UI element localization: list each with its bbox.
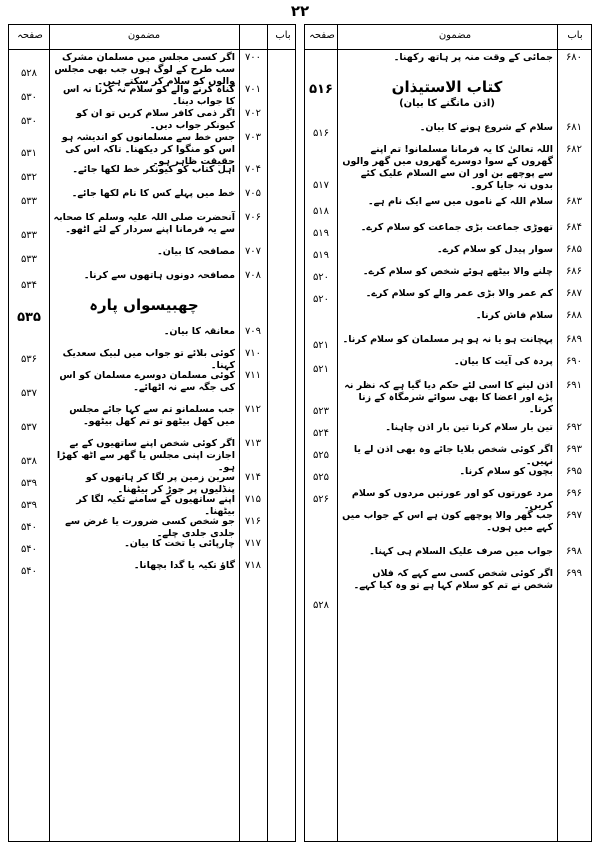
entry-page-number: ۵۲۸ <box>312 600 330 611</box>
entry-subject: تین بار سلام کرنا تین بار اذن چاہنا۔ <box>385 422 553 433</box>
entry-chapter-number: ۶۸۰ <box>565 52 583 63</box>
index-entry-row <box>9 130 295 167</box>
entry-chapter-number: ۷۱۱ <box>244 370 262 381</box>
entry-subject: پردہ کی آیت کا بیان۔ <box>454 356 553 367</box>
entry-chapter-number: ۶۸۵ <box>565 244 583 255</box>
entry-page-number: ۵۲۱ <box>312 340 330 351</box>
entry-chapter-number: ۶۹۶ <box>565 488 583 499</box>
entry-subject: کوئی بلائے تو جواب میں لبیک سعدیک کہنا۔ <box>62 348 235 371</box>
entry-subject: اگر کوئی شخص اپنے ساتھیوں کے بے اجازت اپنی مجلس یا گھر سے اٹھ کھڑا ہو۔ <box>56 438 235 473</box>
index-entry-row <box>9 50 295 87</box>
entry-subject: جب گھر والا پوچھے کون ہے اس کے جواب میں کہے میں ہوں۔ <box>342 510 553 533</box>
entry-page-number: ۵۳۶ <box>20 354 38 365</box>
index-entry-row <box>9 558 295 580</box>
entry-chapter-number: ۷۱۰ <box>244 348 262 359</box>
index-entry-row <box>9 106 295 130</box>
entry-page-number: ۵۴۰ <box>20 544 38 555</box>
entry-page-number: ۵۳۷ <box>20 422 38 433</box>
entry-subject: سوار پیدل کو سلام کرے۔ <box>437 244 553 255</box>
entry-page-number: ۵۲۳ <box>312 406 330 417</box>
index-entry-row <box>9 470 295 495</box>
index-entry-row <box>9 268 295 294</box>
entry-page-number: ۵۳۴ <box>20 280 38 291</box>
index-entry-row <box>9 436 295 473</box>
index-entry-row <box>305 544 591 566</box>
entry-subject: مصافحہ کا بیان۔ <box>157 246 235 257</box>
entry-subject: اگر کوئی شخص کسی سے کہے کہ فلاں شخص نے تم کو سلام کہا ہے تو وہ کیا کہے۔ <box>353 568 553 591</box>
entry-page-number: ۵۲۵ <box>312 472 330 483</box>
entry-page-number: ۵۴۰ <box>20 522 38 533</box>
entry-chapter-number: ۶۸۸ <box>565 310 583 321</box>
column-header-right <box>305 25 591 50</box>
entry-subject: اگر کسی مجلس میں مسلمان مشرک سب طرح کے لوگ ہوں جب بھی مجلس والوں کو سلام کر سکتے ہیں۔ <box>54 52 235 87</box>
index-entry-row <box>305 442 591 467</box>
index-entry-row <box>9 162 295 186</box>
entry-chapter-number: ۶۹۸ <box>565 546 583 557</box>
entry-page-number: ۵۲۰ <box>312 272 330 283</box>
section-subheading-row <box>305 96 591 120</box>
entry-subject: مرد عورتوں کو اور عورتیں مردوں کو سلام کریں۔ <box>351 488 553 511</box>
entry-page-number: ۵۱۶ <box>312 128 330 139</box>
entry-subject: پہچانت ہو یا نہ ہو ہر مسلمان کو سلام کرنا۔ <box>342 334 553 345</box>
entry-chapter-number: ۶۸۴ <box>565 222 583 233</box>
index-entry-row <box>305 142 591 194</box>
entry-subject: اللہ تعالیٰ کا یہ فرمانا مسلمانو! تم اپنے گھروں کے سوا دوسرے گھروں میں گھر والوں سے پوچھے بن اور ان سے السلام علیک کئے بدوں نہ جایا کرو۔ <box>342 144 553 191</box>
entry-chapter-number: ۶۸۷ <box>565 288 583 299</box>
entry-chapter-number: ۶۸۱ <box>565 122 583 133</box>
entry-page-number: ۵۳۰ <box>20 116 38 127</box>
index-entry-row <box>305 242 591 264</box>
entry-subject: اذن لینے کا اسی لئے حکم دیا گیا ہے کہ نظر نہ پڑے اور اعضا کا بھی سوائے شرمگاہ کے زنا کرنا۔ <box>344 380 553 415</box>
entry-chapter-number: ۷۱۳ <box>244 438 262 449</box>
entry-subject: سلام اللہ کے ناموں میں سے ایک نام ہے۔ <box>368 196 553 207</box>
entry-page-number: ۵۳۰ <box>20 92 38 103</box>
index-entry-row <box>305 354 591 378</box>
index-entry-row <box>9 82 295 106</box>
entry-chapter-number: ۷۰۳ <box>244 132 262 143</box>
entry-chapter-number: ۷۰۱ <box>244 84 262 95</box>
section-heading-row <box>9 294 295 324</box>
entry-page-number: ۵۱۶ <box>309 82 333 97</box>
index-entry-row <box>9 402 295 436</box>
entry-page-number: ۵۳۹ <box>20 500 38 511</box>
entry-subject: اپنے ساتھیوں کے سامنے تکیہ لگا کر بیٹھنا۔ <box>76 494 235 517</box>
index-entry-row <box>9 244 295 268</box>
entry-chapter-number: ۷۱۶ <box>244 516 262 527</box>
entry-chapter-number: ۶۹۵ <box>565 466 583 477</box>
entry-subject: سرین زمین پر لگا کر ہاتھوں کو پنڈلیوں پر جوڑ کر بیٹھنا۔ <box>85 472 235 495</box>
entry-subject: اہل کتاب کو کیونکر خط لکھا جائے۔ <box>72 164 235 175</box>
entry-subject: کوئی مسلمان دوسرے مسلمان کو اس کی جگہ سے نہ اٹھائے۔ <box>59 370 235 393</box>
index-entry-row <box>305 50 591 76</box>
index-entry-row <box>305 486 591 511</box>
index-entry-row <box>9 346 295 371</box>
index-entry-row <box>305 378 591 420</box>
entry-subject: (اذن مانگنے کا بیان) <box>399 98 495 109</box>
index-entry-row <box>305 194 591 220</box>
header-subject-label: مضمون <box>438 30 472 41</box>
index-entry-row <box>305 286 591 308</box>
entry-page-number: ۵۳۳ <box>20 254 38 265</box>
entry-subject: گاؤ تکیہ یا گدا بچھانا۔ <box>133 560 235 571</box>
entry-chapter-number: ۷۰۲ <box>244 108 262 119</box>
entry-chapter-number: ۶۹۲ <box>565 422 583 433</box>
entry-page-number: ۵۳۹ <box>20 478 38 489</box>
entry-subject: بچوں کو سلام کرنا۔ <box>459 466 553 477</box>
index-entry-row <box>9 324 295 346</box>
entry-page-number: ۵۳۳ <box>20 196 38 207</box>
index-entry-row <box>305 464 591 486</box>
header-chapter-label: باب <box>275 30 291 41</box>
entry-page-number: ۵۲۸ <box>20 68 38 79</box>
entry-chapter-number: ۶۸۶ <box>565 266 583 277</box>
entry-page-number: ۵۲۵ <box>312 450 330 461</box>
entry-chapter-number: ۶۹۳ <box>565 444 583 455</box>
entry-subject: گناہ کرنے والے کو سلام نہ کرنا نہ اس کا جواب دینا۔ <box>62 84 235 107</box>
column-header-left <box>9 25 295 50</box>
entry-chapter-number: ۷۰۵ <box>244 188 262 199</box>
entry-page-number: ۵۳۱ <box>20 148 38 159</box>
entry-page-number: ۵۲۶ <box>312 494 330 505</box>
section-heading-row <box>305 76 591 96</box>
entry-subject: اگر ذمی کافر سلام کریں تو ان کو کیونکر جواب دیں۔ <box>76 108 235 131</box>
index-entry-row <box>305 120 591 142</box>
index-entry-row <box>9 368 295 402</box>
entry-page-number: ۵۳۵ <box>17 310 41 325</box>
index-entry-row <box>305 308 591 332</box>
entry-page-number: ۵۳۷ <box>20 388 38 399</box>
section-heading: کتاب الاستیذان <box>391 78 503 96</box>
entry-page-number: ۵۲۱ <box>312 364 330 375</box>
entry-subject: چارپائی یا تخت کا بیان۔ <box>124 538 235 549</box>
entry-chapter-number: ۶۹۷ <box>565 510 583 521</box>
entry-chapter-number: ۷۰۸ <box>244 270 262 281</box>
entry-chapter-number: ۶۹۰ <box>565 356 583 367</box>
entry-page-number: ۵۳۲ <box>20 172 38 183</box>
entry-subject: چلنے والا بیٹھے ہوئے شخص کو سلام کرے۔ <box>362 266 553 277</box>
entry-list-left <box>9 50 295 841</box>
index-entry-row <box>9 210 295 244</box>
entry-page-number: ۵۱۹ <box>312 228 330 239</box>
entry-chapter-number: ۶۸۹ <box>565 334 583 345</box>
header-subject-label: مضمون <box>127 30 161 41</box>
entry-page-number: ۵۳۸ <box>20 456 38 467</box>
index-entry-row <box>305 332 591 354</box>
entry-chapter-number: ۷۱۴ <box>244 472 262 483</box>
entry-subject: سلام فاش کرنا۔ <box>475 310 553 321</box>
index-entry-row <box>9 536 295 558</box>
page-number: ۲۲ <box>290 2 310 20</box>
entry-chapter-number: ۷۰۷ <box>244 246 262 257</box>
entry-chapter-number: ۷۰۹ <box>244 326 262 337</box>
index-entry-row <box>305 220 591 242</box>
entry-subject: اگر کوئی شخص بلایا جائے وہ بھی اذن لے یا نہیں۔ <box>353 444 553 467</box>
entry-subject: کم عمر والا بڑی عمر والے کو سلام کرے۔ <box>365 288 553 299</box>
entry-page-number: ۵۲۴ <box>312 428 330 439</box>
entry-chapter-number: ۷۱۷ <box>244 538 262 549</box>
index-entry-row <box>305 420 591 442</box>
entry-page-number: ۵۱۸ <box>312 206 330 217</box>
entry-subject: سلام کے شروع ہونے کا بیان۔ <box>419 122 553 133</box>
entry-chapter-number: ۶۸۳ <box>565 196 583 207</box>
entry-page-number: ۵۱۹ <box>312 250 330 261</box>
entry-chapter-number: ۷۰۰ <box>244 52 262 63</box>
header-page-label: صفحہ <box>17 30 43 41</box>
entry-chapter-number: ۷۱۸ <box>244 560 262 571</box>
entry-chapter-number: ۷۰۶ <box>244 212 262 223</box>
section-heading: چھبیسواں پارہ <box>89 296 199 314</box>
index-entry-row <box>9 186 295 210</box>
entry-subject: جب مسلمانو تم سے کہا جائے مجلس میں کھل بیٹھو تو تم کھل بیٹھو۔ <box>69 404 235 427</box>
entry-page-number: ۵۲۰ <box>312 294 330 305</box>
entry-subject: آنحضرت صلی اللہ علیہ وسلم کا صحابہ سے یہ فرمانا اپنے سردار کے لئے اٹھو۔ <box>53 212 235 235</box>
entry-subject: جس خط سے مسلمانوں کو اندیشہ ہو اس کو منگوا کر دیکھنا۔ تاکہ اس کی حقیقت ظاہر ہو۔ <box>61 132 235 167</box>
header-page-label: صفحہ <box>309 30 335 41</box>
entry-chapter-number: ۷۱۲ <box>244 404 262 415</box>
entry-page-number: ۵۴۰ <box>20 566 38 577</box>
entry-chapter-number: ۶۸۲ <box>565 144 583 155</box>
entry-chapter-number: ۷۰۴ <box>244 164 262 175</box>
entry-subject: تھوڑی جماعت بڑی جماعت کو سلام کرے۔ <box>360 222 553 233</box>
entry-chapter-number: ۷۱۵ <box>244 494 262 505</box>
entry-subject: جو شخص کسی ضرورت یا غرض سے جلدی جلدی چلے۔ <box>65 516 235 539</box>
entry-list-right <box>305 50 591 841</box>
entry-chapter-number: ۶۹۱ <box>565 380 583 391</box>
index-entry-row <box>305 264 591 286</box>
index-entry-row <box>305 508 591 544</box>
entry-subject: معانقہ کا بیان۔ <box>163 326 235 337</box>
entry-subject: جمائی کے وقت منہ پر ہاتھ رکھنا۔ <box>393 52 553 63</box>
index-entry-row <box>9 514 295 539</box>
entry-subject: خط میں پہلے کس کا نام لکھا جائے۔ <box>71 188 235 199</box>
index-column-left <box>8 24 296 842</box>
index-column-right <box>304 24 592 842</box>
index-entry-row <box>305 566 591 614</box>
entry-chapter-number: ۶۹۹ <box>565 568 583 579</box>
header-chapter-label: باب <box>567 30 583 41</box>
entry-page-number: ۵۱۷ <box>312 180 330 191</box>
entry-subject: جواب میں صرف علیک السلام ہی کہنا۔ <box>369 546 553 557</box>
entry-page-number: ۵۳۳ <box>20 230 38 241</box>
index-entry-row <box>9 492 295 517</box>
entry-subject: مصافحہ دونوں ہاتھوں سے کرنا۔ <box>83 270 235 281</box>
